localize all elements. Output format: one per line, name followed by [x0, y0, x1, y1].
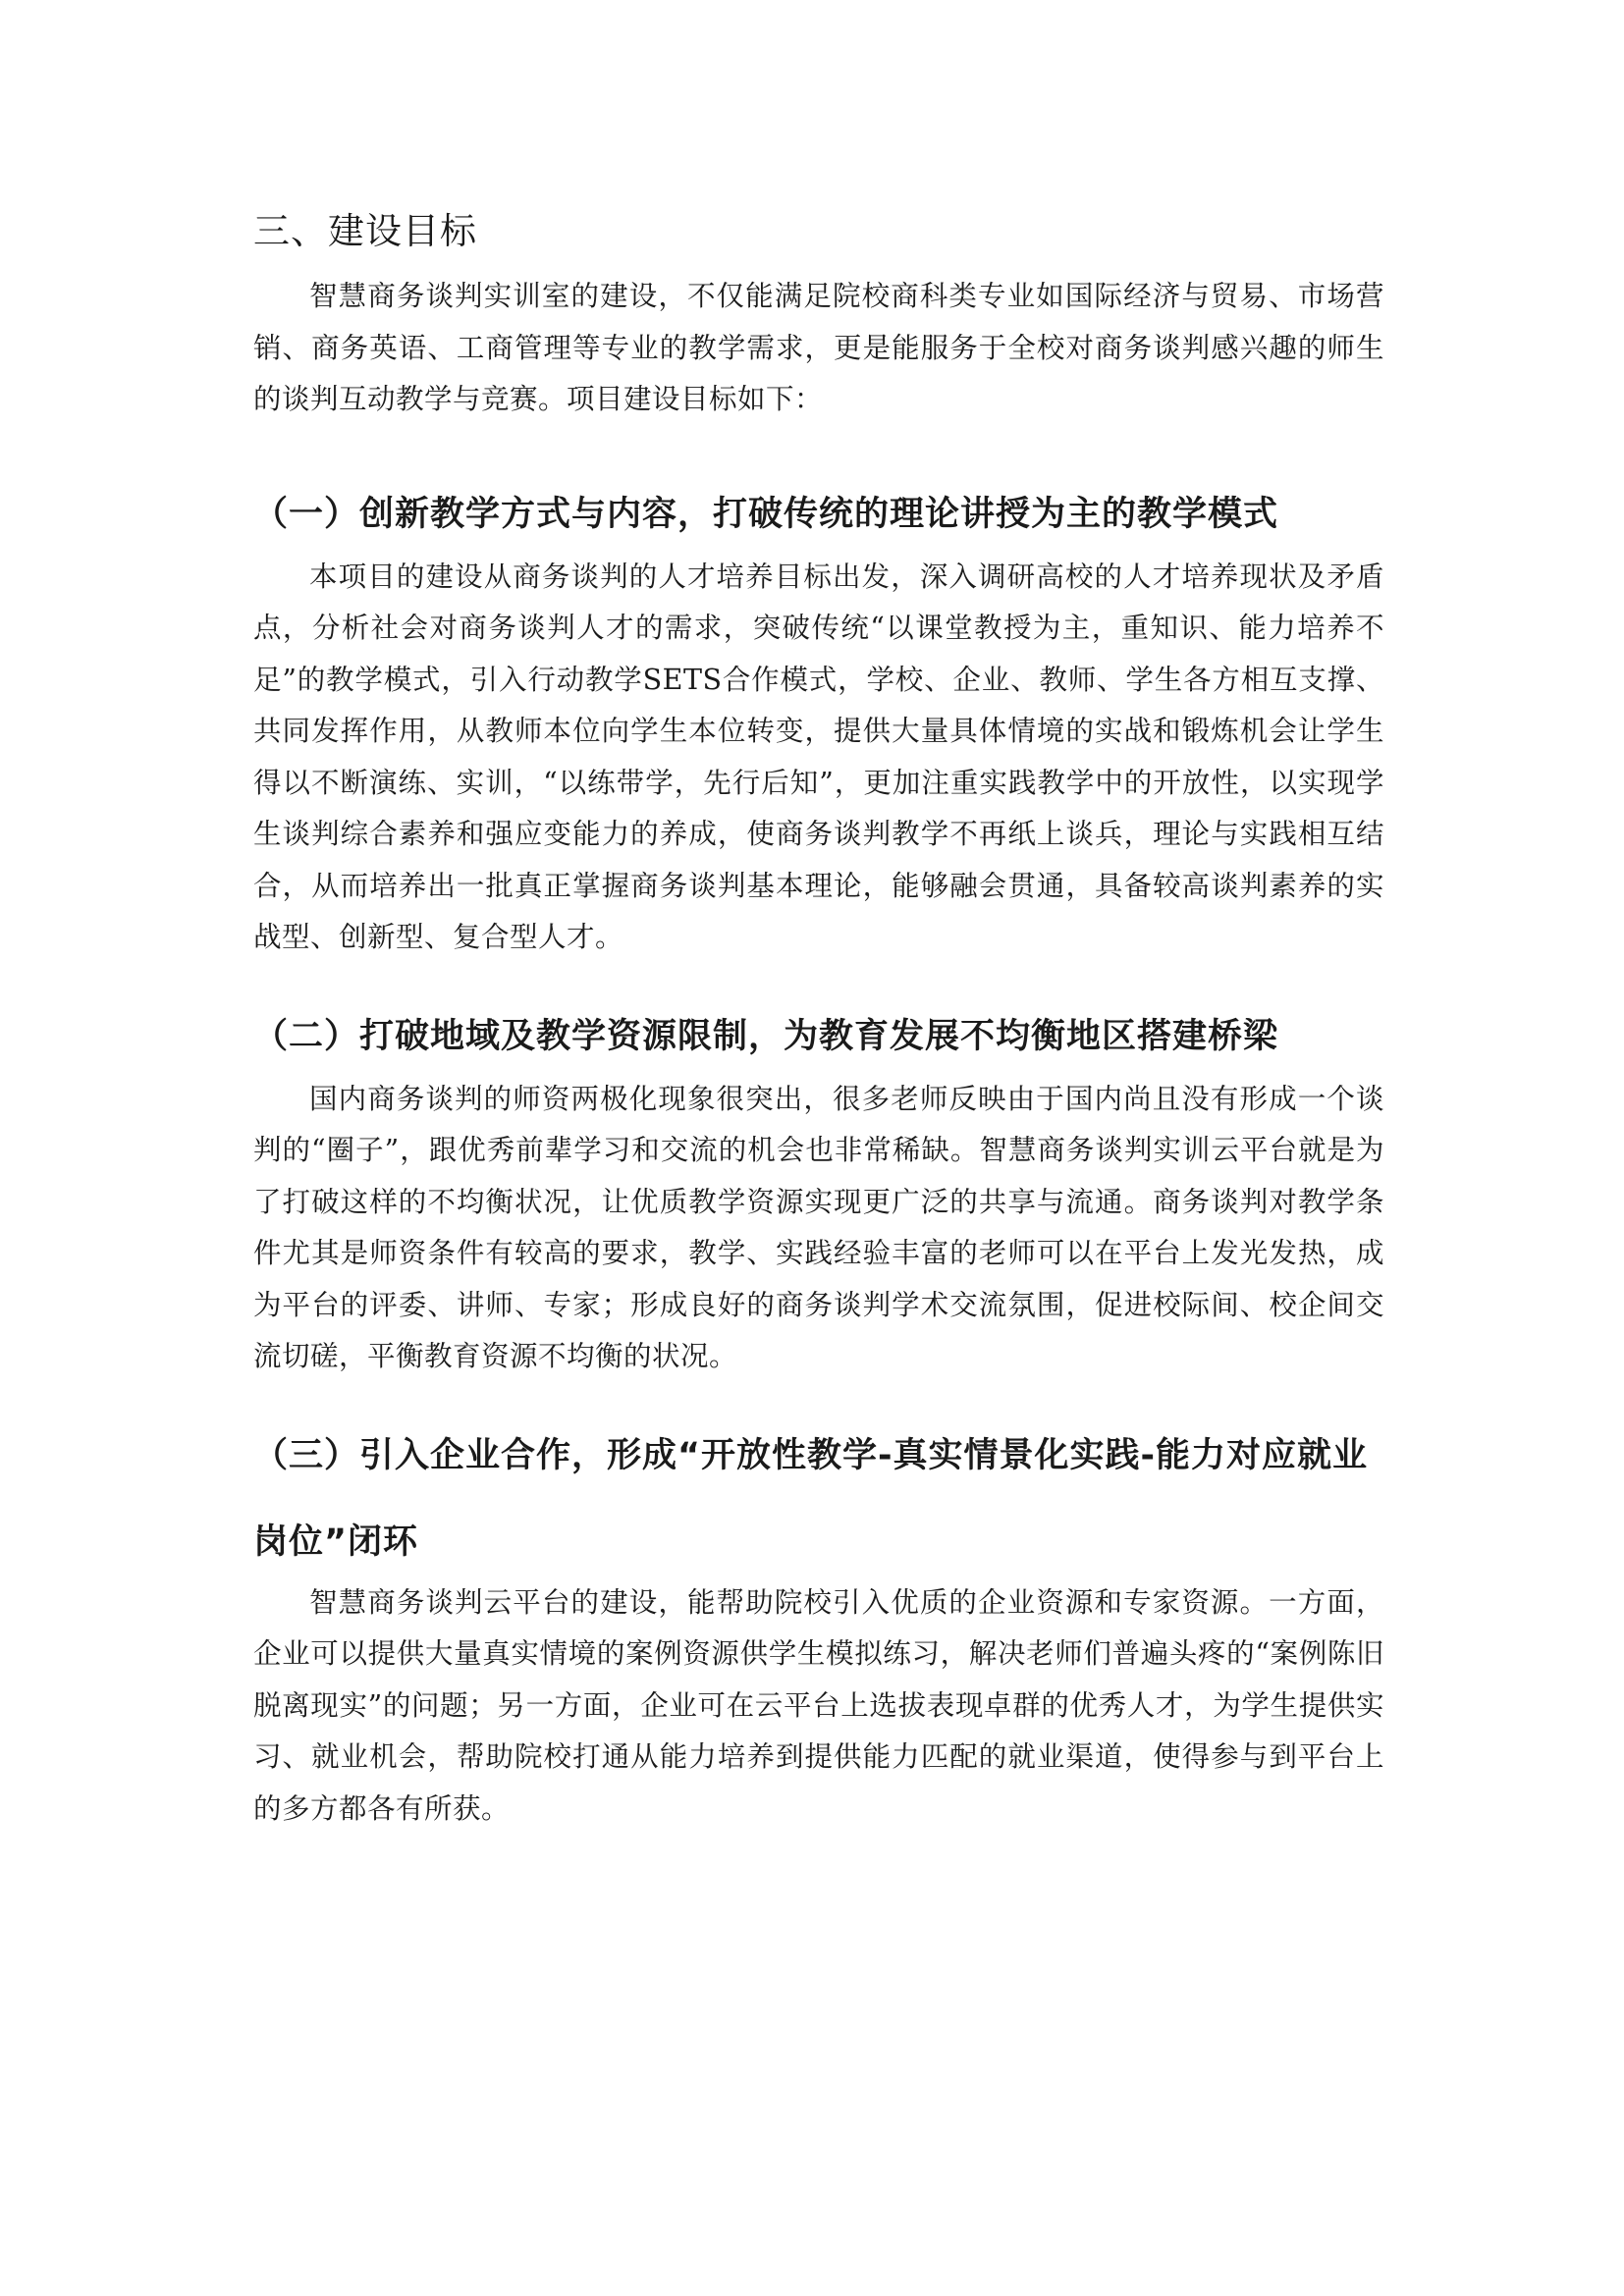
- subsection-3-paragraph: 智慧商务谈判云平台的建设，能帮助院校引入优质的企业资源和专家资源。一方面，企业可以提供大量真实情境的案例资源供学生模拟练习，解决老师们普遍头疼的“案例陈旧脱离现实”的问题；另一方面，企业可在云平台上选拔表现卓群的优秀人才，为学生提供实习、就业机会，帮助院校打通从能力培养到提供能力匹配的就业渠道，使得参与到平台上的多方都各有所获。: [253, 1585, 1384, 1825]
- subsection-3-title-line2: 岗位”闭环: [253, 1522, 419, 1562]
- intro-paragraph: 智慧商务谈判实训室的建设，不仅能满足院校商科类专业如国际经济与贸易、市场营销、商务英语、工商管理等专业的教学需求，更是能服务于全校对商务谈判感兴趣的师生的谈判互动教学与竞赛。项目建设目标如下：: [253, 280, 1384, 415]
- subsection-1-title: （一）创新教学方式与内容，打破传统的理论讲授为主的教学模式: [253, 494, 1279, 534]
- subsection-2-title: （二）打破地域及教学资源限制，为教育发展不均衡地区搭建桥梁: [253, 1016, 1279, 1056]
- page-content: [253, 206, 1384, 1835]
- subsection-3-title-line1: （三）引入企业合作，形成“开放性教学-真实情景化实践-能力对应就业: [253, 1435, 1369, 1475]
- subsection-1-paragraph: 本项目的建设从商务谈判的人才培养目标出发，深入调研高校的人才培养现状及矛盾点，分析社会对商务谈判人才的需求，突破传统“以课堂教授为主，重知识、能力培养不足”的教学模式，引入行动教学SETS合作模式，学校、企业、教师、学生各方相互支撑、共同发挥作用，从教师本位向学生本位转变，提供大量具体情境的实战和锻炼机会让学生得以不断演练、实训，“以练带学，先行后知”，更加注重实践教学中的开放性，以实现学生谈判综合素养和强应变能力的养成，使商务谈判教学不再纸上谈兵，理论与实践相互结合，从而培养出一批真正掌握商务谈判基本理论，能够融会贯通，具备较高谈判素养的实战型、创新型、复合型人才。: [253, 560, 1384, 953]
- subsection-3-title: [253, 1430, 1384, 1568]
- section-title: 三、建设目标: [253, 210, 477, 252]
- subsection-2-paragraph: 国内商务谈判的师资两极化现象很突出，很多老师反映由于国内尚且没有形成一个谈判的“圈子”，跟优秀前辈学习和交流的机会也非常稀缺。智慧商务谈判实训云平台就是为了打破这样的不均衡状况，让优质教学资源实现更广泛的共享与流通。商务谈判对教学条件尤其是师资条件有较高的要求，教学、实践经验丰富的老师可以在平台上发光发热，成为平台的评委、讲师、专家；形成良好的商务谈判学术交流氛围，促进校际间、校企间交流切磋，平衡教育资源不均衡的状况。: [253, 1082, 1384, 1372]
